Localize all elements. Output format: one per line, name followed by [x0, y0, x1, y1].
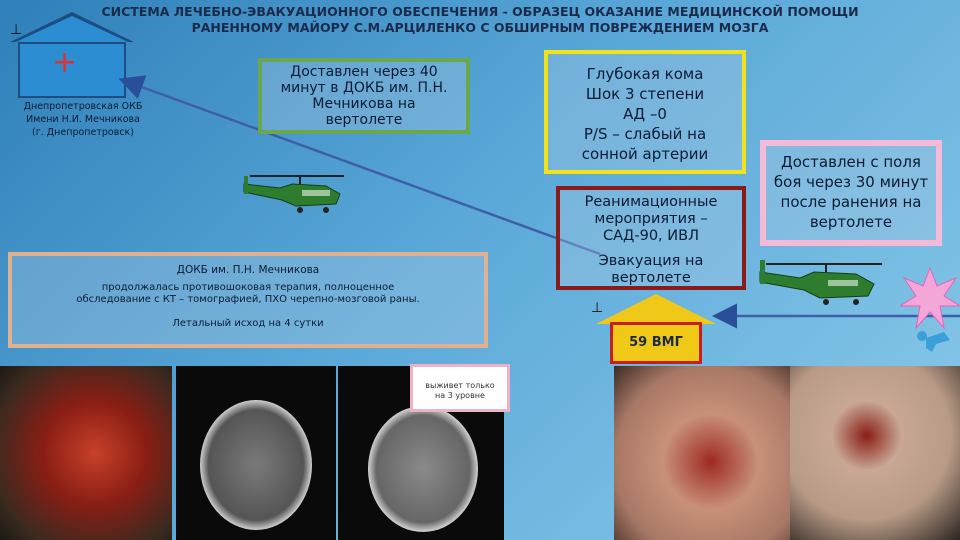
darkred-box-line-1: Реанимационные	[584, 194, 718, 210]
pink-box-line-3: после ранения на	[780, 193, 922, 211]
ct-scan-1	[176, 366, 336, 540]
title-line-2: РАНЕННОМУ МАЙОРУ С.М.АРЦИЛЕНКО С ОБШИРНЫМ ПОВРЕЖДЕНИЕМ МОЗГА	[191, 20, 769, 35]
darkred-box-line-4: Эвакуация на	[598, 253, 704, 269]
helicopter-icon	[240, 166, 350, 216]
wounded-soldier-icon	[914, 326, 954, 356]
yellow-box-line-5: сонной артерии	[581, 145, 709, 163]
yellow-box-line-2: Шок 3 степени	[585, 85, 705, 103]
yellow-box-line-3: АД –0	[623, 105, 667, 123]
peach-box-line-3: Летальный исход на 4 сутки	[172, 318, 324, 329]
title-line-1: СИСТЕМА ЛЕЧЕБНО-ЭВАКУАЦИОННОГО ОБЕСПЕЧЕНИЯ - ОБРАЗЕЦ ОКАЗАНИЕ МЕДИЦИНСКОЙ ПОМОЩИ	[101, 4, 859, 19]
battlefield-delivery-box	[760, 140, 942, 246]
green-box-line-3: Мечникова на	[312, 96, 416, 112]
vmg-building: 59 ВМГ	[610, 322, 702, 364]
pink-box-line-2: боя через 30 минут	[773, 173, 929, 191]
flag-icon: ⊥	[591, 300, 604, 316]
yellow-box-line-1: Глубокая кома	[586, 65, 704, 83]
darkred-box-line-3: САД-90, ИВЛ	[603, 228, 699, 244]
medical-cross-icon: +	[52, 45, 78, 80]
flag-icon: ⊥	[10, 22, 23, 38]
hospital-label-line-1: Днепропетровская ОКБ	[23, 101, 143, 112]
survival-note	[410, 364, 510, 412]
green-box-line-2: минут в ДОКБ им. П.Н.	[280, 80, 448, 96]
hospital-label-line-2: Имени Н.И. Мечникова	[26, 114, 140, 125]
peach-box-line-1: продолжалась противошоковая терапия, полноценное	[101, 282, 395, 293]
pink-box-line-4: вертолете	[809, 213, 893, 231]
darkred-box-line-5: вертолете	[611, 270, 691, 286]
resuscitation-box	[556, 186, 746, 290]
peach-box-heading: ДОКБ им. П.Н. Мечникова	[176, 264, 320, 276]
explosion-icon	[900, 266, 960, 330]
hospital-treatment-box	[8, 252, 488, 348]
note-line-1: выживет только	[425, 381, 495, 390]
wounded-patient-photo-2	[790, 366, 960, 540]
peach-box-line-2: обследование с КТ – томографией, ПХО черепно-мозговой раны.	[76, 294, 420, 305]
transport-to-hospital-box	[258, 58, 470, 134]
note-line-2: на 3 уровне	[435, 391, 485, 400]
condition-box	[544, 50, 746, 174]
wounded-patient-photo-1	[614, 366, 790, 540]
pink-box-line-1: Доставлен с поля	[781, 153, 921, 171]
helicopter-icon	[756, 252, 886, 308]
green-box-line-1: Доставлен через 40	[290, 64, 438, 80]
green-box-line-4: вертолете	[325, 112, 403, 128]
hospital-label-line-3: (г. Днепропетровск)	[32, 127, 134, 138]
vmg-roof	[596, 294, 716, 324]
surgery-photo	[0, 366, 172, 540]
yellow-box-line-4: P/S – слабый на	[583, 125, 707, 143]
darkred-box-line-2: мероприятия –	[594, 211, 708, 227]
